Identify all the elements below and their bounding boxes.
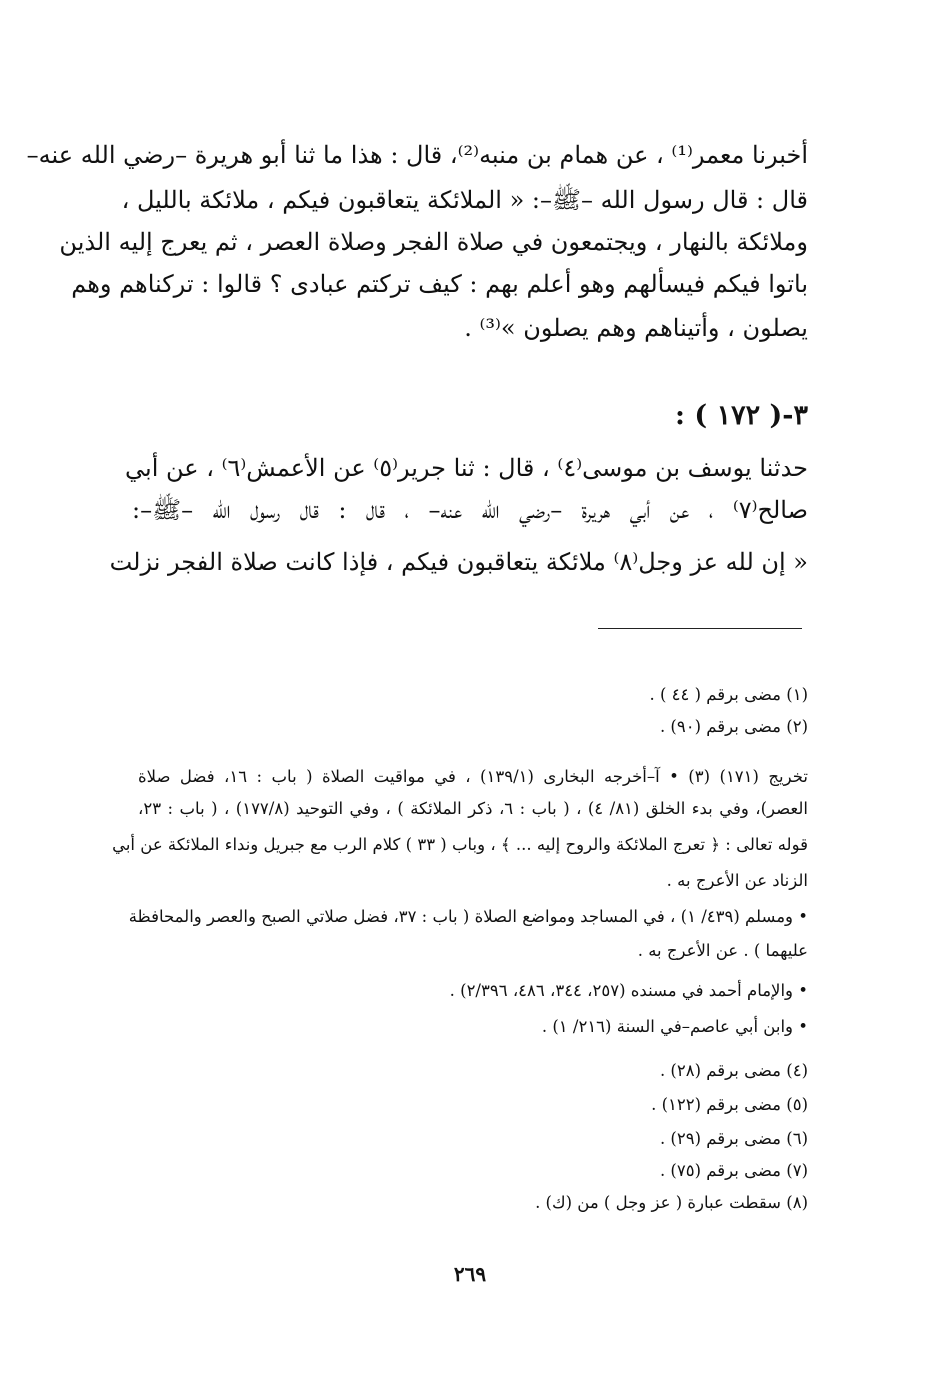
takhrij-line-2: العصر)، وفي بدء الخلق (٨١/ ٤) ، ( باب : ٦، ذكر الملائكة ) ، وفي التوحيد (١٧٧/٨) ، ( باب : ٢٣، [138, 799, 808, 818]
muslim-line-1: • ومسلم (٤٣٩/ ١) ، في المساجد ومواضع الصلاة ( باب : ٣٧، فضل صلاتي الصبح والعصر والمحافظة [128, 907, 808, 926]
footnote-8: (٨) سقطت عبارة ( عز وجل ) من (ك) . [535, 1193, 808, 1212]
passage1-line-3: وملائكة بالنهار ، ويجتمعون في صلاة الفجر وصلاة العصر ، ثم يعرج إليه الذين [59, 228, 808, 256]
footnote-5: (٥) مضى برقم (١٢٢) . [651, 1095, 808, 1114]
takhrij-line-1: تخريج (١٧١) (٣) • آ–أخرجه البخارى (١٣٩/١) ، في مواقيت الصلاة ( باب : ١٦، فضل صلاة [138, 767, 808, 786]
muslim-line-2: عليهما ) . عن الأعرج به . [637, 941, 808, 960]
passage2-line-1: حدثنا يوسف بن موسى⁽٤⁾ ، قال : ثنا جرير⁽٥⁾ عن الأعمش⁽٦⁾ ، عن أبي [125, 454, 808, 482]
footnote-6: (٦) مضى برقم (٢٩) . [659, 1129, 808, 1148]
passage1-line-5: يصلون ، وأتيناهم وهم يصلون »⁽³⁾ . [464, 314, 808, 342]
passage2-line-2: صالح⁽٧⁾ ، عن أبي هريرة –رضي الله عنه– ، قال : قال رسول الله –ﷺ–: [132, 496, 808, 524]
takhrij-line-3: قوله تعالى : ﴿ تعرج الملائكة والروح إليه ... ﴾ ، وباب ( ٣٣ ) كلام الرب مع جبريل ونداء الملائكة عن أبي [112, 835, 808, 854]
passage2-line-3: « إن لله عز وجل⁽٨⁾ ملائكة يتعاقبون فيكم ، فإذا كانت صلاة الفجر نزلت [109, 548, 808, 576]
hadith-heading: ٣-( ١٧٢ ) : [675, 400, 808, 431]
footnote-7: (٧) مضى برقم (٧٥) . [659, 1161, 808, 1180]
footnote-2: (٢) مضى برقم (٩٠) . [659, 717, 808, 736]
passage1-line-2: قال : قال رسول الله –ﷺ–: « الملائكة يتعاقبون فيكم ، ملائكة بالليل ، [121, 186, 808, 214]
footnote-divider [598, 628, 802, 629]
passage1-line-1: أخبرنا معمر⁽¹⁾ ، عن همام بن منبه⁽²⁾، قال : هذا ما ثنا أبو هريرة –رضي الله عنه– [26, 141, 808, 169]
ahmad-citation: • والإمام أحمد في مسنده (٢٥٧، ٣٤٤، ٤٨٦، ٢/٣٩٦) . [449, 981, 808, 1000]
takhrij-line-4: الزناد عن الأعرج به . [666, 871, 808, 890]
footnote-1: (١) مضى برقم ( ٤٤ ) . [649, 685, 808, 704]
ibn-abi-asim-citation: • وابن أبي عاصم–في السنة (٢١٦/ ١) . [541, 1017, 808, 1036]
passage1-line-4: باتوا فيكم فيسألهم وهو أعلم بهم : كيف تركتم عبادى ؟ قالوا : تركناهم وهم [71, 270, 808, 298]
footnote-4: (٤) مضى برقم (٢٨) . [659, 1061, 808, 1080]
page-number: ٢٦٩ [453, 1262, 487, 1286]
